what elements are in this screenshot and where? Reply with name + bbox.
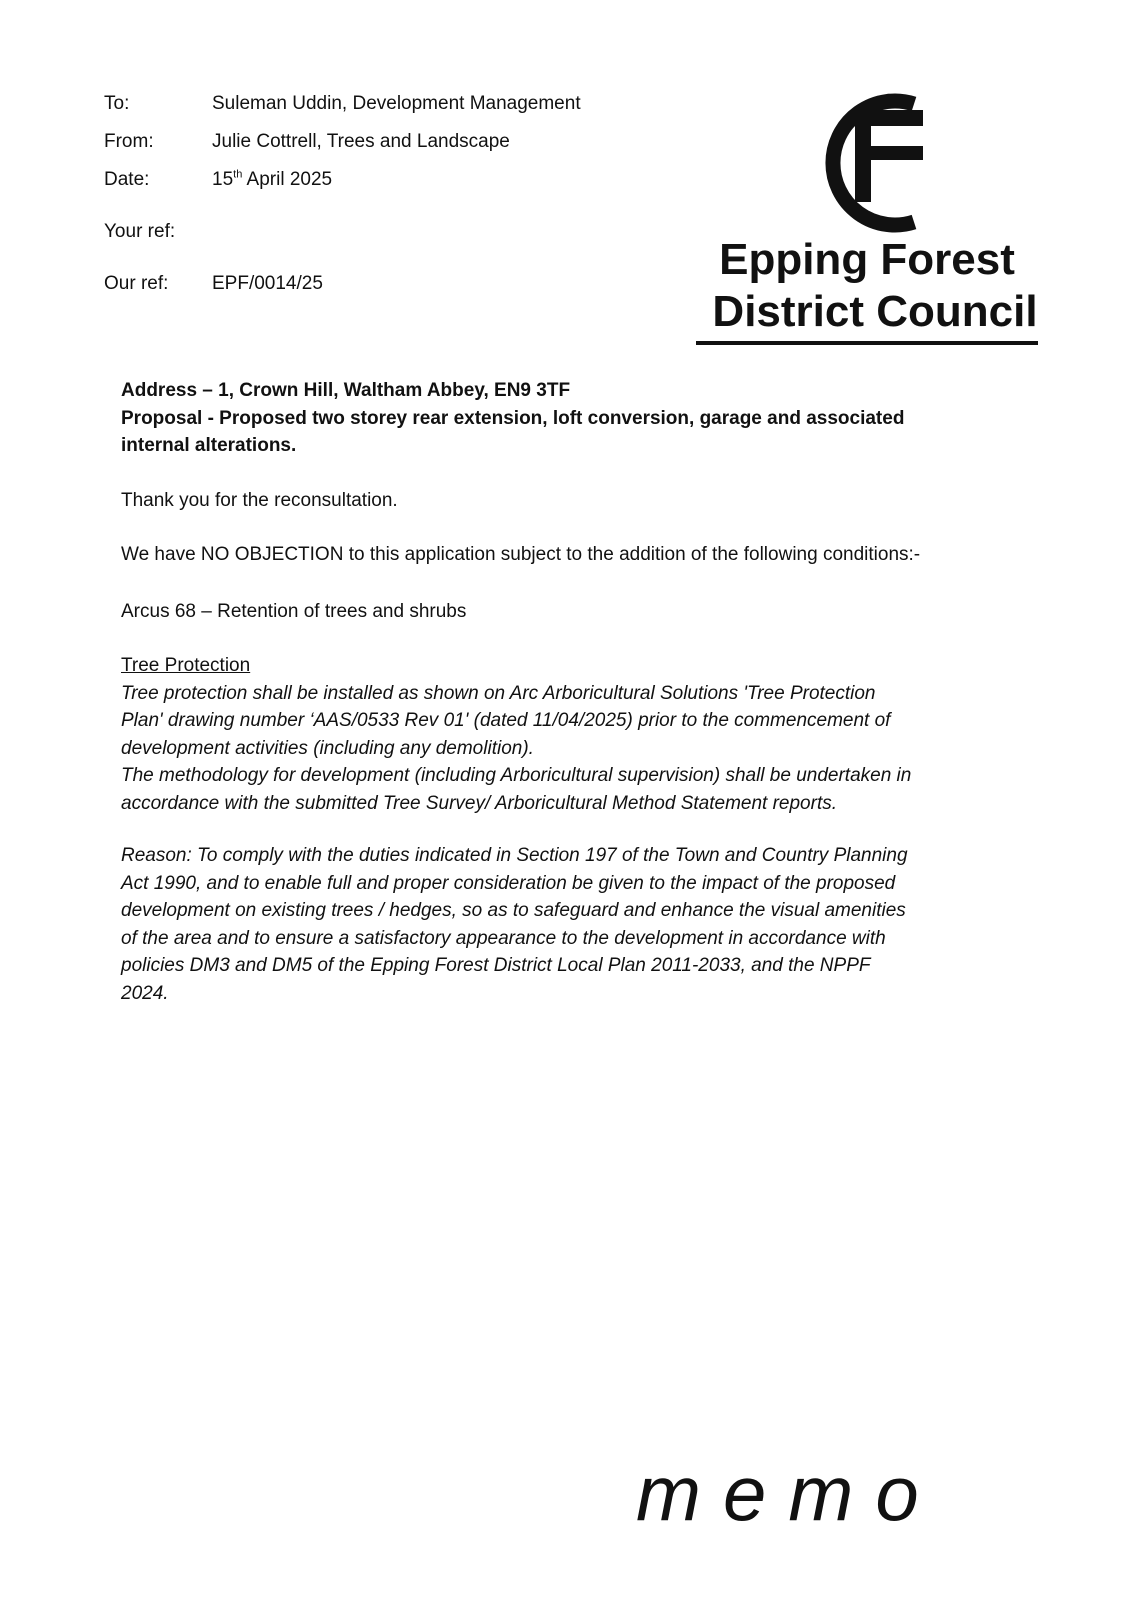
date-label: Date:	[104, 169, 150, 190]
tp-line: development activities (including any demolition).	[121, 737, 534, 759]
our-ref-label: Our ref:	[104, 273, 169, 294]
reason-line: Reason: To comply with the duties indicated in Section 197 of the Town and Country Planning	[121, 845, 908, 866]
memo-wordmark: memo	[636, 1449, 941, 1537]
council-ef-logo-icon	[810, 88, 935, 238]
no-objection-paragraph: We have NO OBJECTION to this application subject to the addition of the following conditions:-	[121, 544, 921, 565]
date-day: 15	[212, 169, 234, 190]
date-value	[212, 169, 332, 191]
tree-protection-section	[121, 652, 1011, 817]
tree-protection-text	[121, 680, 1011, 818]
our-ref-value: EPF/0014/25	[212, 273, 323, 294]
reason-paragraph	[121, 842, 1011, 1007]
to-label: To:	[104, 93, 130, 114]
tp-line: Plan' drawing number ‘AAS/0533 Rev 01' (dated 11/04/2025) prior to the commencement of	[121, 710, 891, 731]
council-logo	[700, 88, 1050, 348]
address-proposal-block	[121, 377, 1011, 460]
proposal-line-1: Proposal - Proposed two storey rear extension, loft conversion, garage and associated	[121, 407, 905, 429]
logo-line1: Epping Forest	[719, 235, 1015, 284]
logo-line2: District Council	[712, 287, 1038, 336]
reason-line: of the area and to ensure a satisfactory appearance to the development in accordance with	[121, 927, 886, 949]
from-value: Julie Cottrell, Trees and Landscape	[212, 131, 510, 152]
date-rest: April 2025	[242, 169, 333, 190]
from-label: From:	[104, 131, 154, 152]
to-value: Suleman Uddin, Development Management	[212, 93, 581, 114]
reason-line: policies DM3 and DM5 of the Epping Forest District Local Plan 2011-2033, and the NPPF	[121, 955, 871, 976]
tree-protection-heading: Tree Protection	[121, 655, 251, 676]
arcus-condition: Arcus 68 – Retention of trees and shrubs	[121, 601, 467, 622]
reason-line: development on existing trees / hedges, so as to safeguard and enhance the visual amenities	[121, 900, 906, 921]
proposal-line-2: internal alterations.	[121, 435, 297, 456]
thanks-paragraph: Thank you for the reconsultation.	[121, 490, 398, 511]
tp-line: The methodology for development (including Arboricultural supervision) shall be undertaken in	[121, 765, 912, 786]
logo-underline	[696, 341, 1038, 345]
reason-line: 2024.	[121, 982, 169, 1004]
tp-line: accordance with the submitted Tree Survey/ Arboricultural Method Statement reports.	[121, 792, 837, 814]
reason-line: Act 1990, and to enable full and proper consideration be given to the impact of the proposed	[121, 872, 896, 894]
your-ref-label: Your ref:	[104, 221, 176, 242]
tp-line: Tree protection shall be installed as shown on Arc Arboricultural Solutions 'Tree Protection	[121, 682, 876, 704]
date-suffix: th	[233, 168, 243, 181]
address-line: Address – 1, Crown Hill, Waltham Abbey, EN9 3TF	[121, 380, 571, 401]
